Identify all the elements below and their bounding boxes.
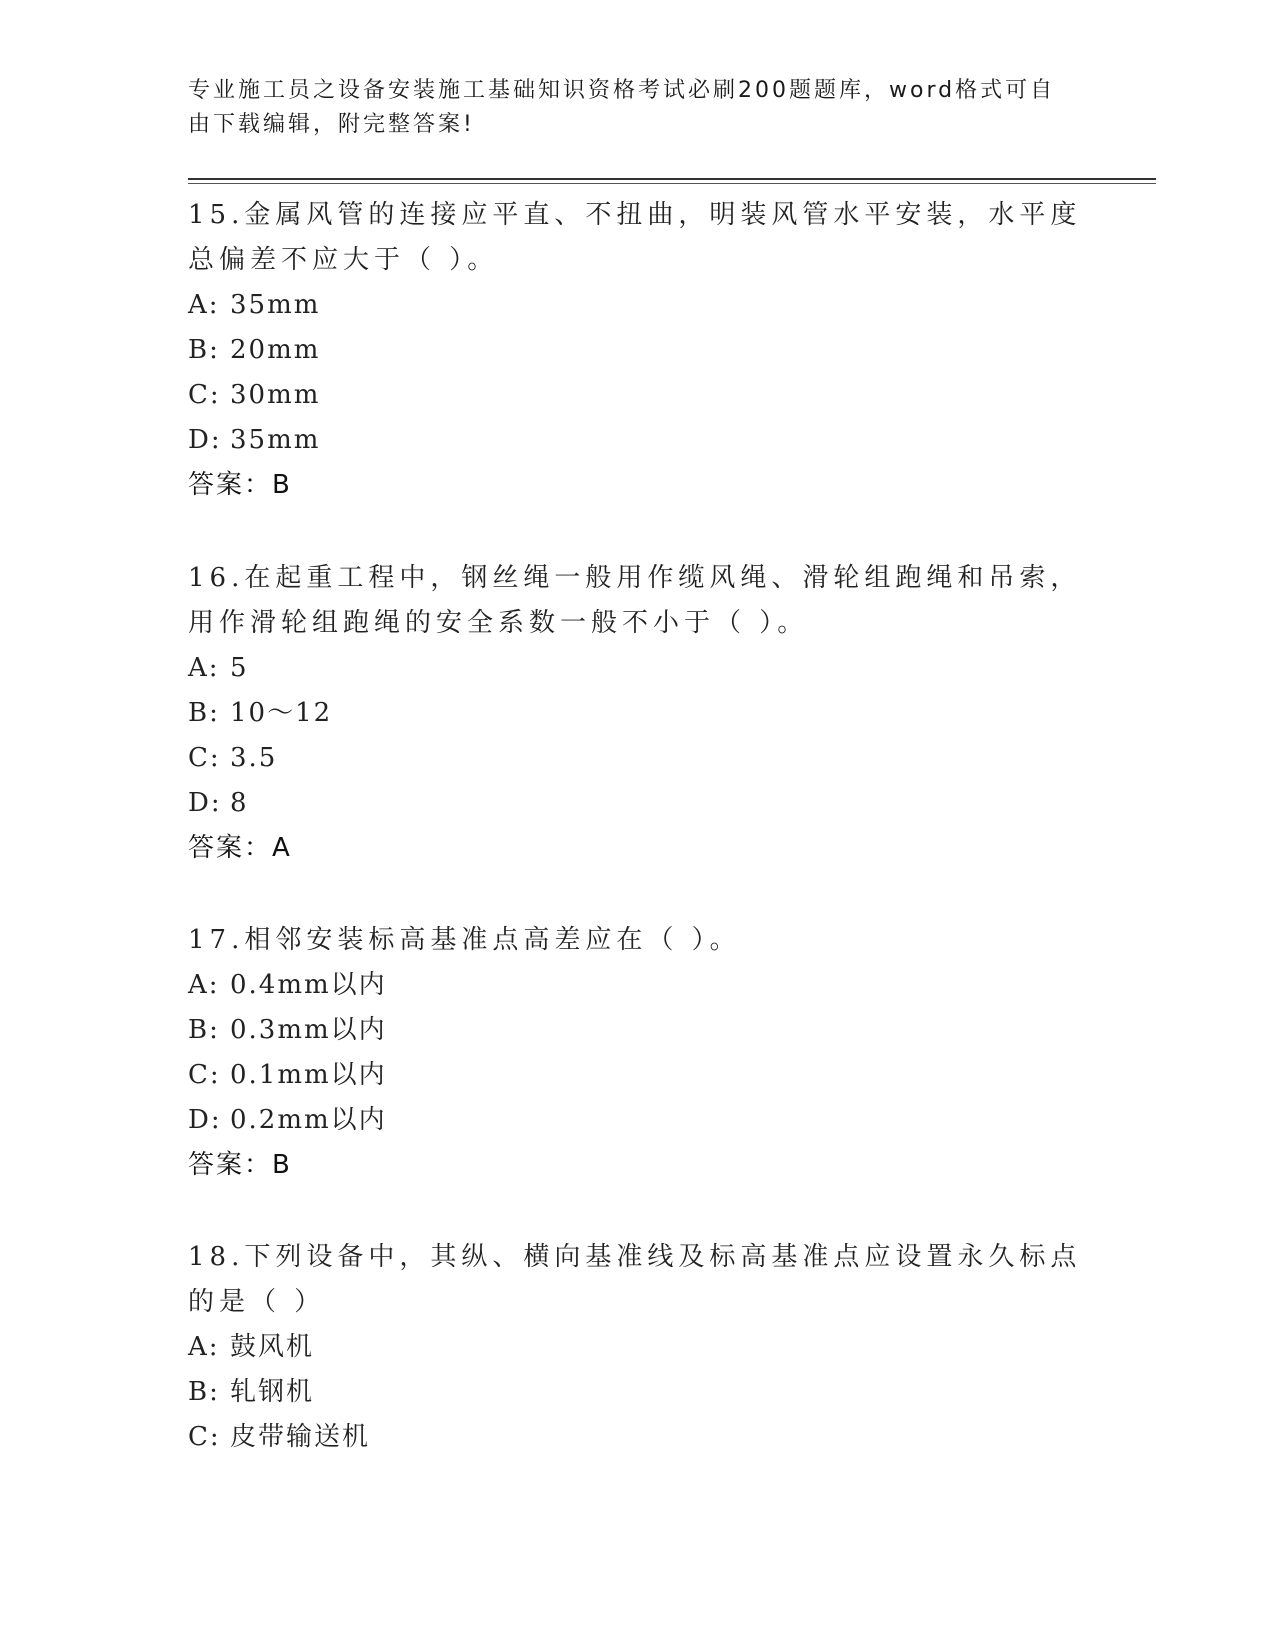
question-stem: 17.相邻安装标高基准点高差应在（ ）。: [188, 925, 741, 955]
option-letter: C:: [188, 1422, 221, 1452]
option-b: [188, 1008, 1088, 1053]
option-text: 10～12: [230, 698, 333, 728]
option-c: [188, 373, 1088, 418]
document-header: 专业施工员之设备安装施工基础知识资格考试必刷200题题库，word格式可自由下载编辑，附完整答案!: [188, 78, 1056, 137]
option-letter: C:: [188, 380, 221, 410]
option-text: 8: [230, 788, 249, 818]
option-letter: D:: [188, 788, 222, 818]
option-letter: A:: [188, 653, 220, 683]
option-text: 0.3mm以内: [230, 1015, 387, 1045]
option-c: [188, 1415, 1088, 1460]
option-text: 皮带输送机: [230, 1422, 371, 1452]
option-text: 鼓风机: [230, 1332, 315, 1362]
option-text: 0.1mm以内: [230, 1060, 387, 1090]
option-letter: C:: [188, 743, 221, 773]
option-letter: A:: [188, 970, 220, 1000]
option-a: [188, 1325, 1088, 1370]
option-letter: B:: [188, 1015, 220, 1045]
option-letter: D:: [188, 425, 222, 455]
option-text: 0.4mm以内: [230, 970, 387, 1000]
option-letter: B:: [188, 335, 220, 365]
question-stem: 18.下列设备中，其纵、横向基准线及标高基准点应设置永久标点的是（ ）: [188, 1242, 1082, 1317]
option-letter: A:: [188, 1332, 220, 1362]
header-divider-thin: [188, 183, 1156, 184]
option-text: 20mm: [230, 335, 321, 365]
option-text: 35mm: [230, 425, 321, 455]
option-d: [188, 418, 1088, 463]
option-d: [188, 781, 1088, 826]
option-text: 30mm: [230, 380, 321, 410]
option-letter: D:: [188, 1105, 222, 1135]
option-b: [188, 691, 1088, 736]
option-letter: A:: [188, 290, 220, 320]
option-d: [188, 1098, 1088, 1143]
answer-line: 答案：B: [188, 1150, 292, 1180]
header-divider-thick: [188, 178, 1156, 180]
option-text: 35mm: [230, 290, 321, 320]
option-letter: B:: [188, 1377, 220, 1407]
option-b: [188, 1370, 1088, 1415]
question-block: [188, 1235, 1088, 1460]
option-letter: B:: [188, 698, 220, 728]
option-a: [188, 283, 1088, 328]
option-text: 5: [230, 653, 249, 683]
option-c: [188, 736, 1088, 781]
option-text: 0.2mm以内: [230, 1105, 387, 1135]
option-text: 3.5: [230, 743, 278, 773]
answer-line: 答案：A: [188, 833, 292, 863]
question-block: [188, 193, 1088, 508]
option-a: [188, 963, 1088, 1008]
option-text: 轧钢机: [230, 1377, 315, 1407]
option-a: [188, 646, 1088, 691]
question-block: [188, 918, 1088, 1188]
option-c: [188, 1053, 1088, 1098]
question-stem: 15.金属风管的连接应平直、不扭曲，明装风管水平安装，水平度总偏差不应大于（ ）。: [188, 200, 1082, 275]
option-letter: C:: [188, 1060, 221, 1090]
option-b: [188, 328, 1088, 373]
answer-line: 答案：B: [188, 470, 292, 500]
question-block: [188, 556, 1088, 871]
question-stem: 16.在起重工程中，钢丝绳一般用作缆风绳、滑轮组跑绳和吊索，用作滑轮组跑绳的安全系数一般不小于（ ）。: [188, 563, 1082, 638]
